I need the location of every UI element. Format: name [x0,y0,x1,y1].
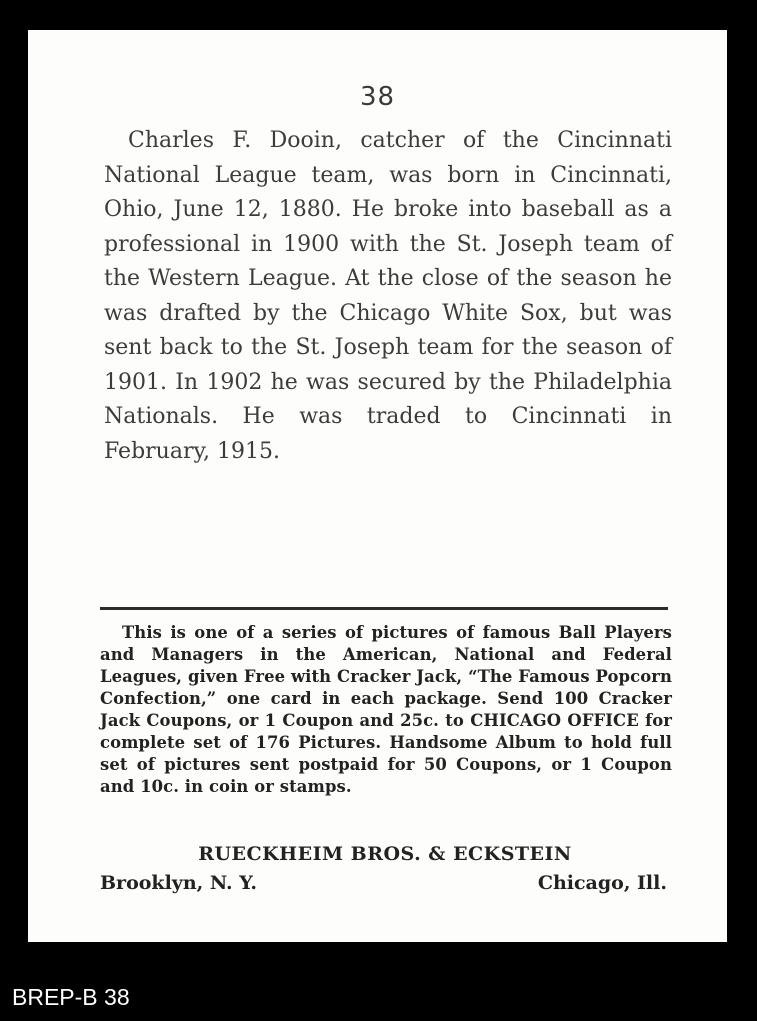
city-brooklyn: Brooklyn, N. Y. [100,872,257,894]
city-chicago: Chicago, Ill. [537,872,667,894]
divider-rule [100,607,668,610]
player-biography: Charles F. Dooin, catcher of the Cincinnati National League team, was born in Cincinnati, Ohio, June 12, 1880. He broke into baseball as a professional in 1900 with the St. Joseph team of the Western League. At the close of the season he was drafted by the Chicago White Sox, but was sent back to the St. Joseph team for the season of 1901. In 1902 he was secured by the Philadelphia Nationals. He was traded to Cincinnati in February, 1915. [104,128,672,464]
card-back [28,30,727,942]
catalog-label: BREP-B 38 [12,984,130,1010]
company-name: RUECKHEIM BROS. & ECKSTEIN [198,843,572,865]
card-number: 38 [359,82,396,112]
promotional-text: This is one of a series of pictures of famous Ball Players and Managers in the American, National and Federal Leagues, given Free with Cracker Jack, “The Famous Popcorn Confection,” one card in each package. Send 100 Cracker Jack Coupons, or 1 Coupon and 25c. to CHICAGO OFFICE for complete set of 176 Pictures. Handsome Album to hold full set of pictures sent postpaid for 50 Coupons, or 1 Coupon and 10c. in coin or stamps. [100,623,672,796]
